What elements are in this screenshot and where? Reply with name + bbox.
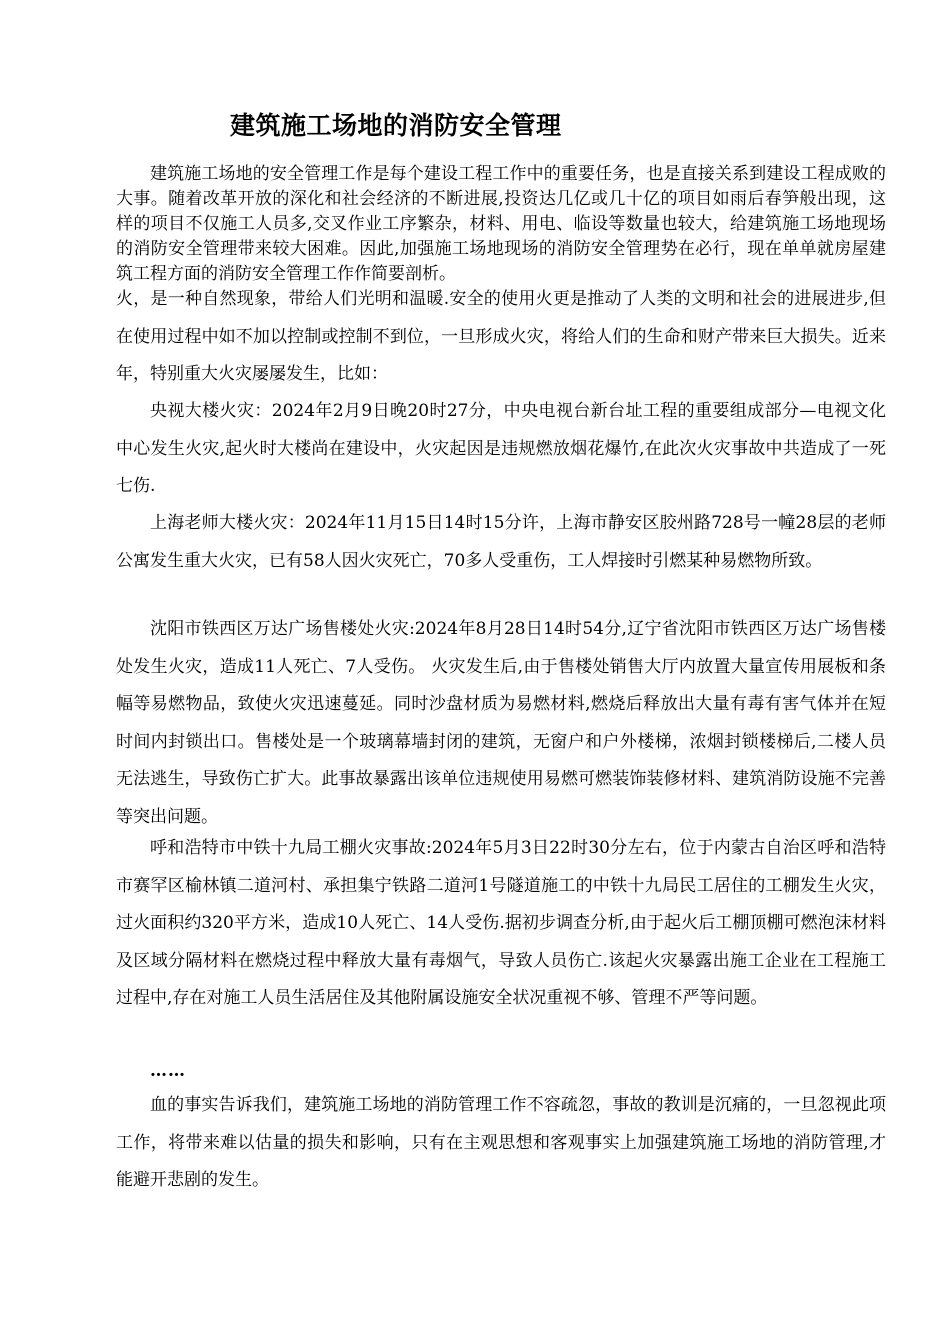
- case-cctv-paragraph: 央视大楼火灾：2024年2月9日晚20时27分，中央电视台新台址工程的重要组成部分—电视文化中心发生火灾,起火时大楼尚在建设中，火灾起因是违规燃放烟花爆竹,在此次火灾事故中共造成了一死七伤.: [116, 401, 886, 496]
- fire-intro-paragraph: 火，是一种自然现象，带给人们光明和温暖.安全的使用火更是推动了人类的文明和社会的进展进步,但在使用过程中如不加以控制或控制不到位，一旦形成火灾，将给人们的生命和财产带来巨大损失。近来年，特别重大火灾屡屡发生，比如：: [116, 289, 886, 384]
- document-title: 建筑施工场地的消防安全管理: [230, 111, 562, 140]
- conclusion-paragraph: 血的事实告诉我们，建筑施工场地的消防管理工作不容疏忽，事故的教训是沉痛的，一旦忽视此项工作，将带来难以估量的损失和影响，只有在主观思想和客观事实上加强建筑施工场地的消防管理,才能避开悲剧的发生。: [116, 1095, 886, 1190]
- case-hohhot-paragraph: 呼和浩特市中铁十九局工棚火灾事故:2024年5月3日22时30分左右，位于内蒙古自治区呼和浩特市赛罕区榆林镇二道河村、承担集宁铁路二道河1号隧道施工的中铁十九局民工居住的工棚发生火灾，过火面积约320平方米，造成10人死亡、14人受伤.据初步调查分析,由于起火后工棚顶棚可燃泡沫材料及区域分隔材料在燃烧过程中释放大量有毒烟气，导致人员伤亡.该起火灾暴露出施工企业在工程施工过程中,存在对施工人员生活居住及其他附属设施安全状况重视不够、管理不严等问题。: [116, 838, 886, 1008]
- case-shanghai-paragraph: 上海老师大楼火灾：2024年11月15日14时15分许，上海市静安区胶州路728号一幢28层的老师公寓发生重大火灾，已有58人因火灾死亡，70多人受重伤，工人焊接时引燃某种易燃物所致。: [116, 513, 886, 571]
- intro-paragraph: 建筑施工场地的安全管理工作是每个建设工程工作中的重要任务，也是直接关系到建设工程成败的大事。随着改革开放的深化和社会经济的不断进展,投资达几亿或几十亿的项目如雨后春笋般出现，这样的项目不仅施工人员多,交叉作业工序繁杂，材料、用电、临设等数量也较大，给建筑施工场地现场的消防安全管理带来较大困难。因此,加强施工场地现场的消防安全管理势在必行，现在单单就房屋建筑工程方面的消防安全管理工作作简要剖析。: [116, 164, 886, 284]
- ellipsis-mark: ……: [150, 1061, 186, 1081]
- case-shenyang-paragraph: 沈阳市铁西区万达广场售楼处火灾:2024年8月28日14时54分,辽宁省沈阳市铁西区万达广场售楼处发生火灾，造成11人死亡、7人受伤。 火灾发生后,由于售楼处销售大厅内放置大量宣传用展板和条幅等易燃物品，致使火灾迅速蔓延。同时沙盘材质为易燃材料,燃烧后释放出大量有毒有害气体并在短时间内封锁出口。售楼处是一个玻璃幕墙封闭的建筑，无窗户和户外楼梯，浓烟封锁楼梯后,二楼人员无法逃生，导致伤亡扩大。此事故暴露出该单位违规使用易燃可燃装饰装修材料、建筑消防设施不完善等突出问题。: [116, 619, 886, 827]
